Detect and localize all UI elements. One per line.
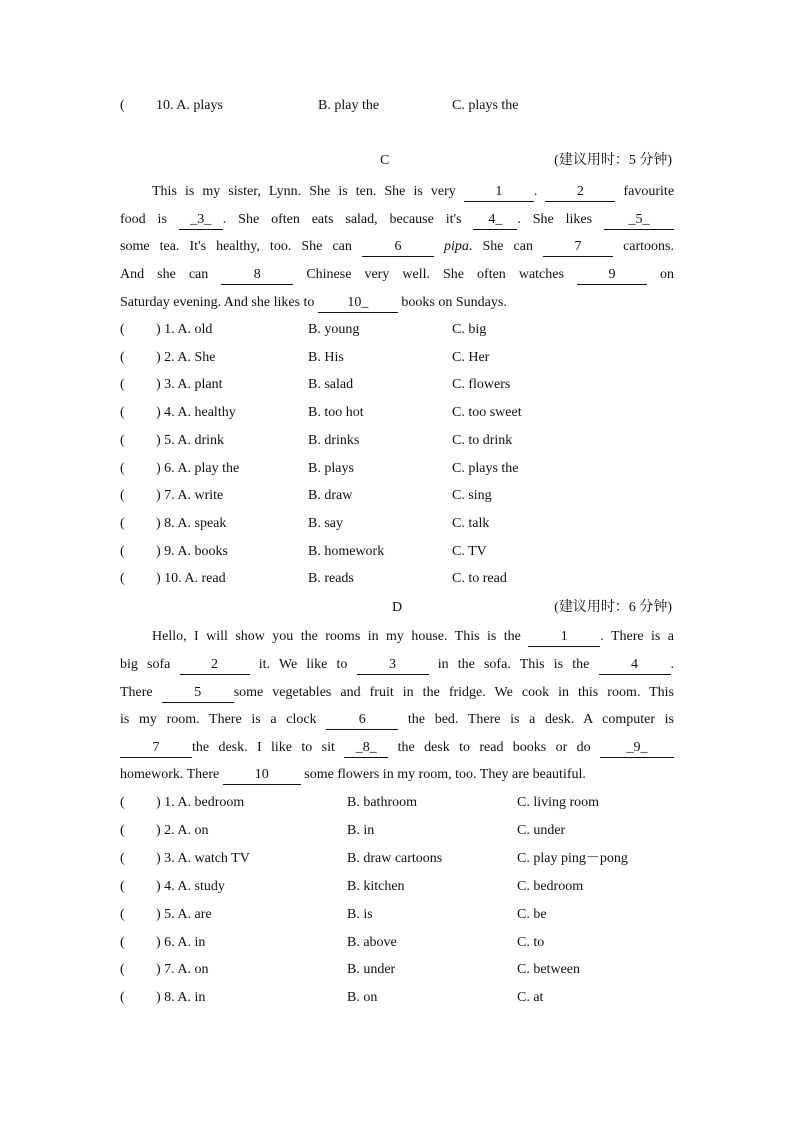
question-option-c: C. too sweet xyxy=(452,405,522,421)
blank-9: 9 xyxy=(577,267,647,285)
blank-3: 3 xyxy=(357,657,429,675)
question-option-c: C. play ping－pong xyxy=(517,850,628,866)
top-question-option-c: C. plays the xyxy=(452,98,519,113)
question-option-b: B. salad xyxy=(308,377,354,393)
blank-5: 5 xyxy=(162,685,234,703)
question-option-c: C. big xyxy=(452,322,487,337)
question-option-b: B. His xyxy=(308,349,344,365)
blank-2: 2 xyxy=(180,657,250,675)
blank-7: 7 xyxy=(120,740,192,758)
question-option-b: B. draw cartoons xyxy=(347,850,443,866)
section-d-time: (建议用时：6 分钟) xyxy=(554,600,672,615)
section-d-passage-line-1: Hello, I will show you the rooms in my house. This is the 1 . There is a xyxy=(120,626,674,648)
question-option-b: B. in xyxy=(347,822,375,838)
question-option-a: ) 7. A. write xyxy=(156,488,224,504)
blank-8: 8 xyxy=(221,267,293,285)
question-option-c: C. at xyxy=(517,990,544,1006)
question-option-c: C. to read xyxy=(452,571,507,587)
question-paren: ( xyxy=(120,460,125,476)
question-paren: ( xyxy=(120,432,125,448)
question-option-a: ) 1. A. old xyxy=(156,322,213,337)
section-d-passage-line-5: 7 the desk. I like to sit _8_ the desk to read books or do _9_ xyxy=(120,737,674,759)
blank-1: 1 xyxy=(464,184,534,202)
question-option-a: ) 8. A. speak xyxy=(156,515,227,531)
top-question-option-b: B. play the xyxy=(318,98,380,113)
question-option-c: C. between xyxy=(517,962,580,978)
question-option-a: ) 5. A. drink xyxy=(156,432,225,448)
question-option-a: ) 6. A. play the xyxy=(156,460,240,476)
blank-4: 4_ xyxy=(473,212,517,230)
question-option-b: B. on xyxy=(347,990,378,1006)
blank-7: 7 xyxy=(543,239,613,257)
question-option-a: ) 8. A. in xyxy=(156,990,206,1006)
question-option-b: B. draw xyxy=(308,488,353,504)
question-paren: ( xyxy=(120,822,125,838)
section-c-letter: C xyxy=(380,153,390,168)
question-option-c: C. to drink xyxy=(452,432,513,448)
blank-2: 2 xyxy=(545,184,615,202)
question-paren: ( xyxy=(120,515,125,531)
section-d-letter: D xyxy=(392,600,403,615)
question-option-a: ) 4. A. healthy xyxy=(156,405,236,421)
section-c-passage-line-2: food is _3_ . She often eats salad, because it's 4_ . She likes _5_ xyxy=(120,209,674,231)
question-option-a: ) 2. A. on xyxy=(156,822,209,838)
question-paren: ( xyxy=(120,405,125,421)
question-paren: ( xyxy=(120,543,125,559)
question-option-b: B. too hot xyxy=(308,405,364,421)
question-paren: ( xyxy=(120,962,125,978)
blank-3: _3_ xyxy=(179,212,223,230)
blank-10: 10 xyxy=(223,767,301,785)
question-option-a: ) 9. A. books xyxy=(156,543,228,559)
question-option-c: C. plays the xyxy=(452,460,519,476)
question-option-b: B. plays xyxy=(308,460,354,476)
question-option-b: B. above xyxy=(347,934,397,950)
question-option-a: ) 10. A. read xyxy=(156,571,226,587)
question-option-a: ) 2. A. She xyxy=(156,349,216,365)
question-paren: ( xyxy=(120,878,125,894)
question-option-b: B. young xyxy=(308,322,360,337)
question-option-a: ) 3. A. plant xyxy=(156,377,223,393)
question-option-b: B. say xyxy=(308,515,343,531)
blank-6: 6 xyxy=(362,239,434,257)
blank-10: 10_ xyxy=(318,295,398,313)
question-option-b: B. kitchen xyxy=(347,878,405,894)
question-paren: ( xyxy=(120,322,125,337)
blank-8: _8_ xyxy=(344,740,388,758)
question-option-b: B. drinks xyxy=(308,432,360,448)
section-c-passage-line-3: some tea. It's healthy, too. She can 6 pipa. She can 7 cartoons. xyxy=(120,236,674,258)
question-option-c: C. TV xyxy=(452,543,487,559)
question-paren: ( xyxy=(120,934,125,950)
question-paren: ( xyxy=(120,990,125,1006)
question-paren: ( xyxy=(120,571,125,587)
question-option-b: B. under xyxy=(347,962,396,978)
question-option-b: B. bathroom xyxy=(347,795,417,810)
question-option-c: C. under xyxy=(517,822,566,838)
question-paren: ( xyxy=(120,488,125,504)
question-option-c: C. talk xyxy=(452,515,490,531)
question-option-c: C. to xyxy=(517,934,545,950)
blank-6: 6 xyxy=(326,712,398,730)
question-option-a: ) 3. A. watch TV xyxy=(156,850,250,866)
question-option-c: C. Her xyxy=(452,349,490,365)
question-paren: ( xyxy=(120,349,125,365)
question-option-a: ) 6. A. in xyxy=(156,934,206,950)
question-option-b: B. reads xyxy=(308,571,354,587)
section-c-time: (建议用时：5 分钟) xyxy=(554,153,672,168)
question-option-b: B. homework xyxy=(308,543,385,559)
question-option-c: C. living room xyxy=(517,795,600,810)
blank-1: 1 xyxy=(528,629,600,647)
question-option-b: B. is xyxy=(347,906,373,922)
question-option-c: C. flowers xyxy=(452,377,511,393)
section-d-passage-line-4: is my room. There is a clock 6 the bed. There is a desk. A computer is xyxy=(120,709,674,731)
section-c-passage-line-5: Saturday evening. And she likes to 10_ books on Sundays. xyxy=(120,292,674,314)
question-paren: ( xyxy=(120,906,125,922)
top-question-paren: ( xyxy=(120,98,125,113)
question-option-a: ) 1. A. bedroom xyxy=(156,795,245,810)
section-d-passage-line-6: homework. There 10 some flowers in my room, too. They are beautiful. xyxy=(120,764,674,786)
section-c-passage-line-4: And she can 8 Chinese very well. She often watches 9 on xyxy=(120,264,674,286)
question-option-a: ) 7. A. on xyxy=(156,962,209,978)
question-option-c: C. be xyxy=(517,906,547,922)
question-option-c: C. bedroom xyxy=(517,878,584,894)
question-paren: ( xyxy=(120,795,125,810)
section-c-passage-line-1: This is my sister, Lynn. She is ten. She is very 1 . 2 favourite xyxy=(120,181,674,203)
question-option-c: C. sing xyxy=(452,488,492,504)
section-d-passage-line-3: There 5 some vegetables and fruit in the fridge. We cook in this room. This xyxy=(120,682,674,704)
question-paren: ( xyxy=(120,850,125,866)
top-question-num: 10. A. plays xyxy=(156,98,223,113)
question-option-a: ) 5. A. are xyxy=(156,906,212,922)
section-d-passage-line-2: big sofa 2 it. We like to 3 in the sofa. This is the 4 . xyxy=(120,654,674,676)
question-option-a: ) 4. A. study xyxy=(156,878,225,894)
blank-4: 4 xyxy=(599,657,671,675)
blank-9: _9_ xyxy=(600,740,674,758)
blank-5: _5_ xyxy=(604,212,674,230)
question-paren: ( xyxy=(120,377,125,393)
